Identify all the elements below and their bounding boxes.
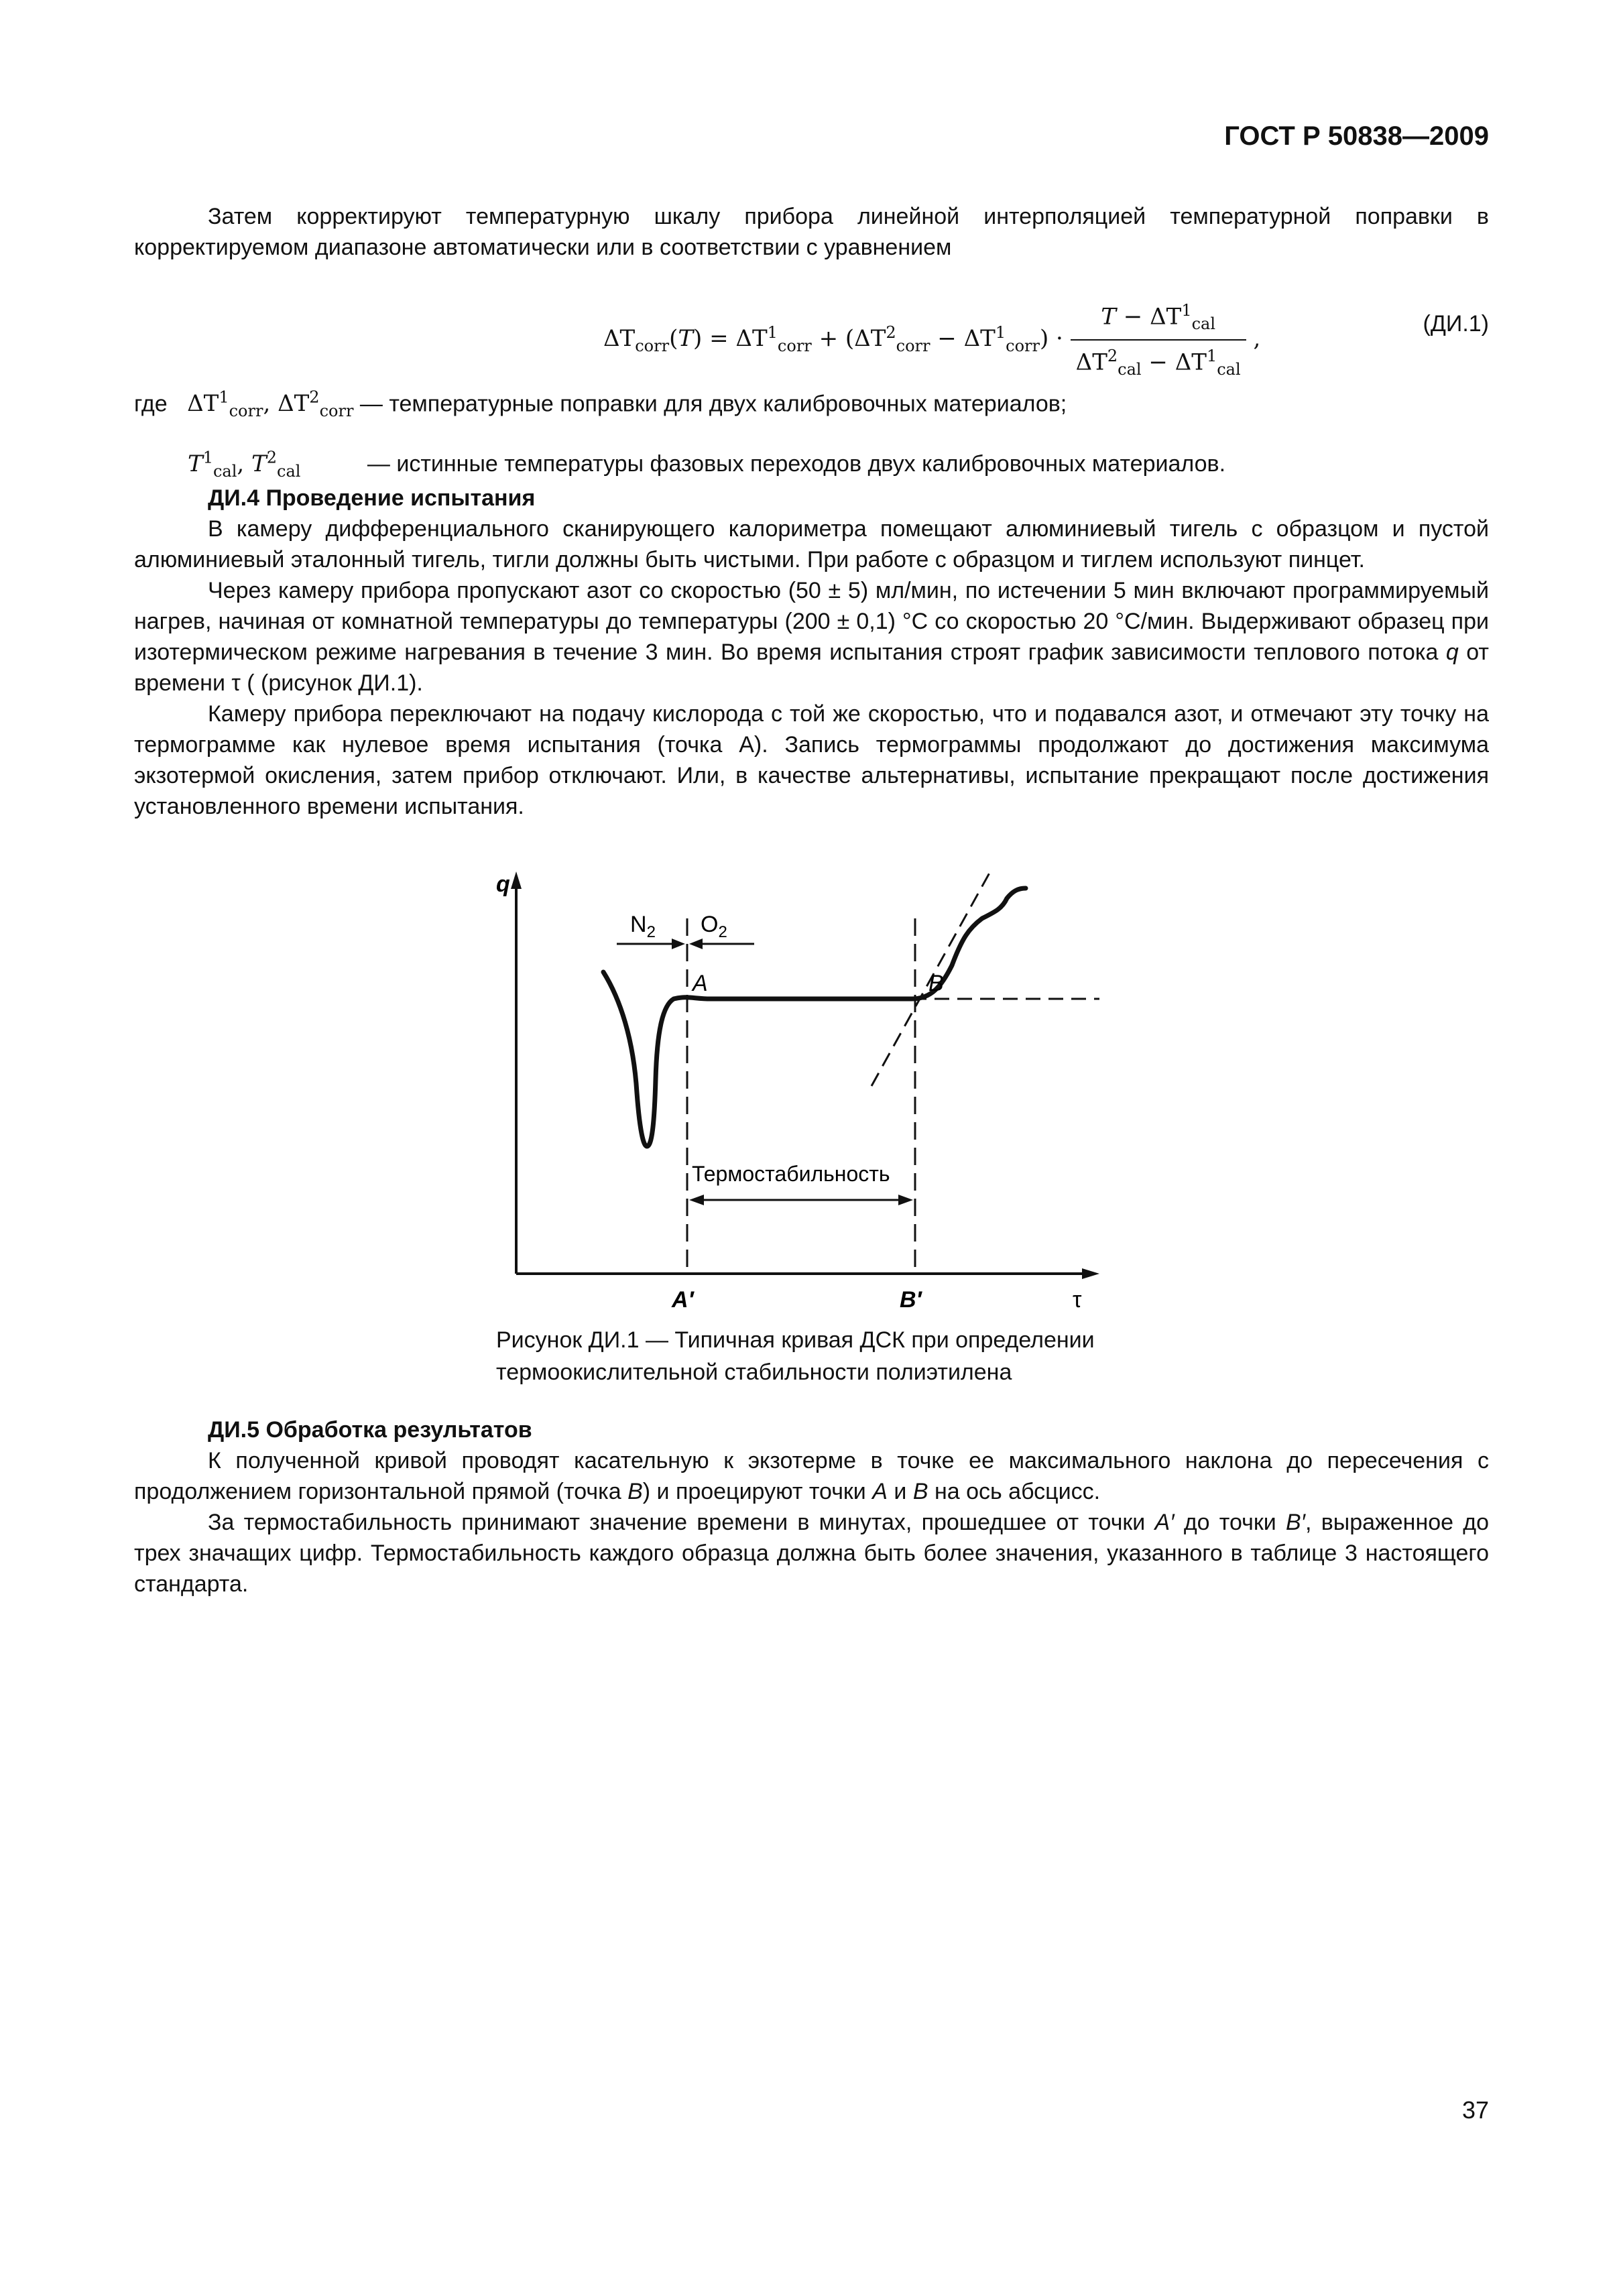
where-symbols-1: $\Delta T^1_{corr}$, $\Delta T^2_{corr}$ [187,388,354,421]
section-4-p3: Камеру прибора переключают на подачу кислорода с той же скоростью, что и подавался азот, и отмечают эту точку на термограмме как нулевое время испытания (точка А). Запись термограммы продолжают до достижения максимума экзотермой окисления, затем прибор отключают. Или, в качестве альтернативы, испытание прекращают после достижения установленного времени испытания. [134,701,1489,819]
formula-di1 [134,275,1489,379]
y-axis-arrow [511,871,522,889]
section-5-heading: ДИ.5 Обработка результатов [208,1417,532,1443]
where-line-2 [134,442,1489,487]
formula-expression: $\Delta T_{corr}(T) = \Delta T^1_{corr} + (\Delta T^2_{corr} - \Delta T^1_{corr})$ · $\frac{T - \Delta T^1_{cal}}{\Delta T^2_{cal} - \Delta T^1_{cal}}$ , [603,295,1260,385]
section-4-p2: Через камеру прибора пропускают азот со скоростью (50 ± 5) мл/мин, по истечении 5 мин включают программируемый нагрев, начиная от комнатной температуры до температуры (200 ± 0,1) °С со скоростью 20 °С/мин. Выдерживают образец при изотермическом режиме нагревания в течение 3 мин. Во время испытания строят график зависимости теплового потока q от времени τ ( (рисунок ДИ.1). [134,578,1489,696]
y-axis-label: q [496,871,510,897]
section-5-p2: За термостабильность принимают значение времени в минутах, прошедшее от точки A′ до точки B′, выраженное до трех значащих цифр. Термостабильность каждого образца должна быть более значения, указанного в таблице 3 настоящего стандарта. [134,1510,1490,1597]
where-text-2: — истинные температуры фазовых переходов двух калибровочных материалов. [367,451,1226,477]
x-axis-arrow [1082,1268,1099,1279]
interval-label: Термостабильность [692,1162,890,1186]
section-4 [134,483,1489,822]
dsc-curve [603,888,1026,1146]
section-4-heading: ДИ.4 Проведение испытания [208,485,536,511]
point-a-label: A [693,971,708,996]
intro-block [134,201,1489,263]
intro-paragraph: Затем корректируют температурную шкалу прибора линейной интерполяцией температурной поправки в корректируемом диапазоне автоматически или в соответствии с уравнением [134,204,1489,260]
n2-label: $N_2$ [630,912,656,941]
section-4-p1: В камеру дифференциального сканирующего калориметра помещают алюминиевый тигель с образцом и пустой алюминиевый эталонный тигель, тигли должны быть чистыми. При работе с образцом и тиглем используют пинцет. [134,516,1489,572]
formula-number: (ДИ.1) [1423,311,1489,337]
point-a-prime-label: A′ [672,1287,694,1313]
section-5-p1: К полученной кривой проводят касательную к экзотерме в точке ее максимального наклона до пересечения с продолжением горизонтальной прямой (точка B) и проецируют точки A и B на ось абсцисс. [134,1448,1489,1504]
point-b-prime-label: B′ [900,1287,922,1313]
where-text-1: — температурные поправки для двух калибровочных материалов; [359,391,1067,417]
where-line-1 [134,382,1489,426]
page-number: 37 [1461,2096,1489,2124]
x-axis-label: τ [1073,1287,1082,1313]
point-b-label: B [928,971,944,996]
where-symbols-2: $T^1_{cal}$, $T^2_{cal}$ [188,448,301,481]
formula-fraction: $\frac{T - \Delta T^1_{cal}}{\Delta T^2_{cal} - \Delta T^1_{cal}}$ [1071,295,1246,385]
section-5 [134,1414,1489,1599]
o2-label: $O_2$ [701,912,727,941]
figure-caption: Рисунок ДИ.1 — Типичная кривая ДСК при определении термоокислительной стабильности полиэтилена [496,1327,1095,1385]
dsc-figure [496,865,1140,1321]
standard-number: ГОСТ Р 50838—2009 [1224,121,1489,151]
where-word: где [134,391,168,417]
